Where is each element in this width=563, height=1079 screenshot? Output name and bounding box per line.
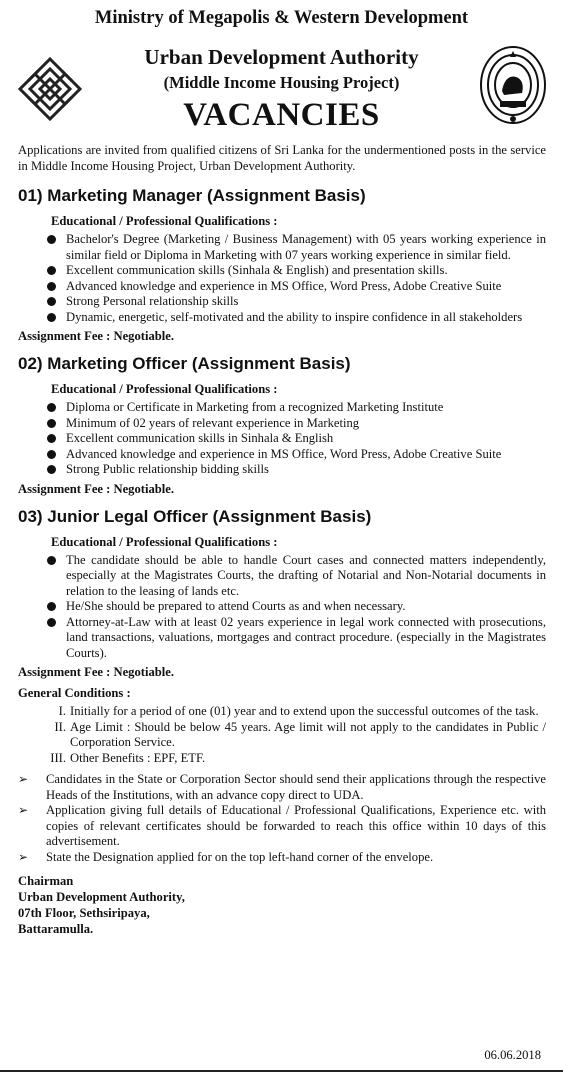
signature-block — [18, 873, 546, 937]
main-content — [18, 186, 546, 937]
qualification-item: Attorney-at-Law with at least 02 years experience in legal work connected with prosecutions, land transactions, valuations, mortgages and contract procedure. (especially in the Magistrates Courts). — [18, 615, 546, 662]
assignment-fee: Assignment Fee : Negotiable. — [18, 481, 174, 496]
signature-line: Urban Development Authority, — [18, 890, 185, 904]
bottom-rule — [0, 1070, 563, 1072]
bullet-icon — [47, 465, 56, 474]
bullet-icon — [47, 602, 56, 611]
post-section — [18, 507, 546, 681]
condition-item: II. Age Limit : Should be below 45 years. Age limit will not apply to the candidates in Public / Corporation Service. — [18, 720, 546, 751]
bullet-icon — [47, 403, 56, 412]
intro-paragraph: Applications are invited from qualified citizens of Sri Lanka for the undermentioned posts in the service in Middle Income Housing Project, Urban Development Authority. — [18, 143, 546, 173]
signature-line: 07th Floor, Sethsiripaya, — [18, 906, 150, 920]
bullet-icon — [47, 419, 56, 428]
signature-line: Battaramulla. — [18, 922, 94, 936]
qualification-item: Advanced knowledge and experience in MS Office, Word Press, Adobe Creative Suite — [18, 447, 546, 463]
qualifications-heading: Educational / Professional Qualifications : — [51, 534, 278, 549]
note-item: ➢ Application giving full details of Educational / Professional Qualifications, Experience etc. with copies of relevant certificates should be forwarded to reach this office within 10 days of this advertisement. — [18, 803, 546, 848]
assignment-fee: Assignment Fee : Negotiable. — [18, 329, 174, 343]
qualification-item: Diploma or Certificate in Marketing from a recognized Marketing Institute — [18, 400, 546, 416]
general-conditions-heading: General Conditions : — [18, 686, 131, 700]
qualifications-heading: Educational / Professional Qualifications : — [51, 382, 278, 396]
post-section — [18, 186, 546, 344]
application-notes — [18, 772, 546, 865]
qualification-item: Excellent communication skills in Sinhala & English — [18, 431, 546, 447]
qualification-item: Strong Personal relationship skills — [18, 294, 546, 310]
ministry-title: Ministry of Megapolis & Western Development — [94, 8, 469, 28]
vacancies-heading: VACANCIES — [183, 97, 380, 133]
condition-number: II. — [54, 719, 66, 734]
condition-number: III. — [50, 750, 66, 765]
qualification-item: Advanced knowledge and experience in MS Office, Word Press, Adobe Creative Suite — [18, 279, 546, 295]
qualification-item: Strong Public relationship bidding skills — [18, 462, 546, 478]
post-section — [18, 354, 546, 497]
qualification-item: The candidate should be able to handle Court cases and connected matters independently, especially at the Magistrates Courts, the drafting of Notarial and Non-Notarial documents in relation to the leasing of lands etc. — [18, 553, 546, 600]
condition-number: I. — [58, 704, 66, 718]
signature-line: Chairman — [18, 874, 74, 888]
condition-item: I. Initially for a period of one (01) year and to extend upon the successful outcomes of the task. — [18, 704, 546, 720]
bullet-icon — [47, 556, 56, 565]
bullet-icon — [47, 434, 56, 443]
note-item: ➢ Candidates in the State or Corporation Sector should send their applications through the respective Heads of the Institutions, with an advance copy direct to UDA. — [18, 772, 546, 802]
bullet-icon — [47, 313, 56, 322]
qualifications-list — [18, 400, 546, 478]
bullet-icon — [47, 282, 56, 291]
general-conditions-list — [18, 704, 546, 766]
project-subtitle: (Middle Income Housing Project) — [163, 73, 400, 92]
bullet-icon — [47, 450, 56, 459]
post-title: 02) Marketing Officer (Assignment Basis) — [18, 354, 351, 373]
note-item: ➢ State the Designation applied for on the top left-hand corner of the envelope. — [18, 849, 434, 864]
qualification-item: Bachelor's Degree (Marketing / Business Management) with 05 years working experience in similar field or Diploma in Marketing with 07 years working experience in similar field. — [18, 232, 546, 263]
post-title: 03) Junior Legal Officer (Assignment Basis) — [18, 506, 372, 526]
qualifications-list — [18, 553, 546, 662]
arrow-icon: ➢ — [18, 849, 29, 864]
qualification-item: Excellent communication skills (Sinhala & English) and presentation skills. — [18, 263, 546, 279]
bullet-icon — [47, 266, 56, 275]
bullet-icon — [47, 618, 56, 627]
publication-date: 06.06.2018 — [484, 1048, 541, 1062]
condition-item: III. Other Benefits : EPF, ETF. — [18, 751, 546, 767]
header — [0, 0, 563, 140]
bullet-icon — [47, 235, 56, 244]
arrow-icon: ➢ — [18, 772, 29, 786]
qualification-item: He/She should be prepared to attend Courts as and when necessary. — [18, 599, 546, 615]
qualification-item: Minimum of 02 years of relevant experience in Marketing — [18, 416, 546, 432]
qualifications-list — [18, 232, 546, 325]
authority-title: Urban Development Authority — [144, 45, 419, 69]
arrow-icon: ➢ — [18, 803, 29, 817]
bullet-icon — [47, 297, 56, 306]
assignment-fee: Assignment Fee : Negotiable. — [18, 665, 174, 679]
qualifications-heading: Educational / Professional Qualifications : — [51, 214, 278, 228]
qualification-item: Dynamic, energetic, self-motivated and the ability to inspire confidence in all stakeholders — [18, 310, 546, 326]
post-title: 01) Marketing Manager (Assignment Basis) — [18, 186, 366, 205]
